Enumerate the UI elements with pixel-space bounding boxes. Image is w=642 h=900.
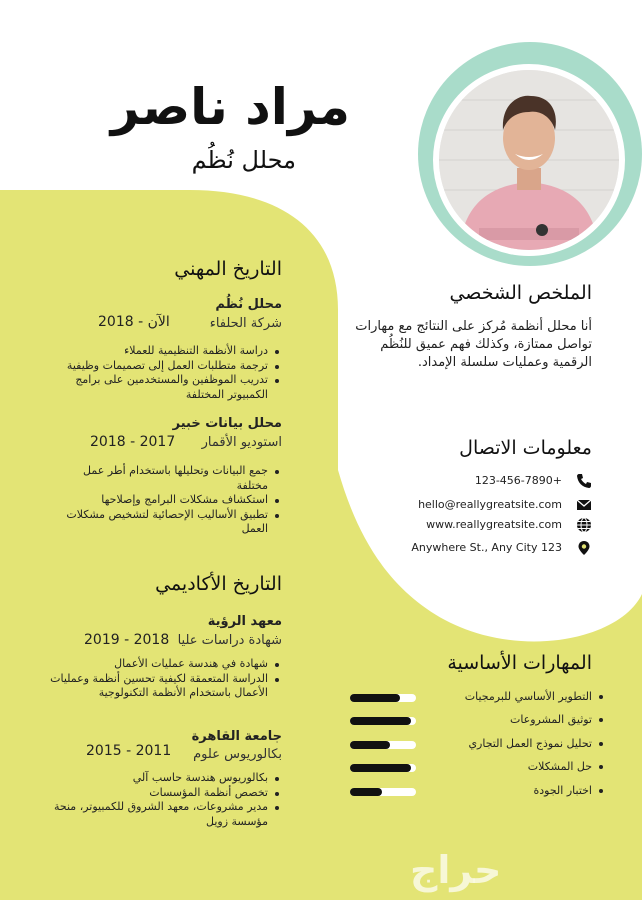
list-item: تدريب الموظفين والمستخدمين على برامج الكمبيوتر المختلفة: [38, 373, 268, 402]
skill-label: اختبار الجودة: [533, 784, 592, 797]
school-2-bullets: [38, 771, 282, 829]
school-1-name: معهد الرؤية: [207, 614, 282, 629]
phone-icon: [576, 473, 592, 489]
location-icon: [576, 540, 592, 556]
job-title: محلل نُظُم: [191, 146, 296, 174]
skill-label: تحليل نموذج العمل التجاري: [468, 737, 592, 750]
contact-section-title: معلومات الاتصال: [459, 437, 592, 459]
contact-website[interactable]: [426, 518, 562, 531]
summary-section-title: الملخص الشخصي: [449, 282, 592, 304]
email-text: hello@reallygreatsite.com: [418, 498, 562, 511]
skill-label: التطوير الأساسي للبرمجيات: [464, 690, 592, 703]
watermark: حراج: [410, 848, 502, 892]
contact-email[interactable]: [418, 498, 562, 511]
list-item: مدير مشروعات، معهد الشروق للكمبيوتر، منحة مؤسسة زويل: [38, 800, 268, 829]
skill-bar-fill: [350, 764, 411, 772]
academic-section-title: التاريخ الأكاديمي: [155, 573, 282, 595]
list-item: استكشاف مشكلات البرامج وإصلاحها: [63, 493, 268, 508]
skills-section-title: المهارات الأساسية: [447, 652, 592, 674]
skill-bar: [350, 788, 416, 796]
job-1-role: محلل نُظُم: [215, 297, 282, 312]
skill-bar: [350, 694, 416, 702]
contact-phone[interactable]: [475, 474, 562, 487]
summary-text: أنا محلل أنظمة مُركز على النتائج مع مهارات تواصل ممتازة، وكذلك فهم عميق للنُظُم الرقمية وعمليات سلسلة الإمداد.: [355, 319, 592, 370]
school-2-degree: بكالوريوس علوم: [193, 747, 282, 762]
skill-label: حل المشكلات: [527, 760, 592, 773]
address-text: 123 Anywhere St., Any City: [411, 541, 562, 554]
profile-photo: [433, 64, 625, 256]
skill-bar-fill: [350, 694, 400, 702]
website-text: www.reallygreatsite.com: [426, 518, 562, 531]
school-2-name: جامعة القاهرة: [191, 729, 282, 744]
list-item: تطبيق الأساليب الإحصائية لتشخيص مشكلات العمل: [63, 508, 268, 537]
school-1-degree: شهادة دراسات عليا: [177, 633, 282, 648]
contact-address: [411, 541, 562, 554]
list-item: بكالوريوس هندسة حاسب آلي: [38, 771, 268, 786]
list-item: تخصص أنظمة المؤسسات: [38, 786, 268, 801]
job-1-bullets: [38, 344, 282, 402]
job-1-dates: الآن - 2018: [98, 314, 170, 330]
person-avatar-icon: [439, 70, 619, 250]
phone-text: +123-456-7890: [474, 474, 562, 487]
list-item: شهادة في هندسة عمليات الأعمال: [43, 657, 268, 672]
school-1-dates: 2018 - 2019: [84, 632, 170, 648]
list-item: جمع البيانات وتحليلها باستخدام أطر عمل مختلفة: [63, 464, 268, 493]
skill-bar-fill: [350, 741, 390, 749]
list-item: دراسة الأنظمة التنظيمية للعملاء: [38, 344, 268, 359]
job-2-dates: 2017 - 2018: [90, 434, 176, 450]
skill-bar: [350, 741, 416, 749]
list-item: الدراسة المتعمقة لكيفية تحسين أنظمة وعمليات الأعمال باستخدام الأنظمة التكنولوجية: [43, 672, 268, 701]
email-icon: [576, 497, 592, 513]
job-2-company: استوديو الأقمار: [201, 435, 282, 450]
job-2-bullets: [63, 464, 282, 537]
skill-bar-fill: [350, 717, 411, 725]
person-name: مراد ناصر: [110, 78, 350, 136]
skill-label: توثيق المشروعات: [509, 713, 592, 726]
career-section-title: التاريخ المهني: [174, 258, 282, 280]
skill-bar: [350, 717, 416, 725]
globe-icon: [576, 517, 592, 533]
skill-bar-fill: [350, 788, 382, 796]
skill-bar: [350, 764, 416, 772]
job-2-role: محلل بيانات خبير: [172, 416, 282, 431]
job-1-company: شركة الحلفاء: [209, 316, 282, 331]
school-1-bullets: [43, 657, 282, 701]
list-item: ترجمة متطلبات العمل إلى تصميمات وظيفية: [38, 359, 268, 374]
school-2-dates: 2011 - 2015: [86, 743, 172, 759]
